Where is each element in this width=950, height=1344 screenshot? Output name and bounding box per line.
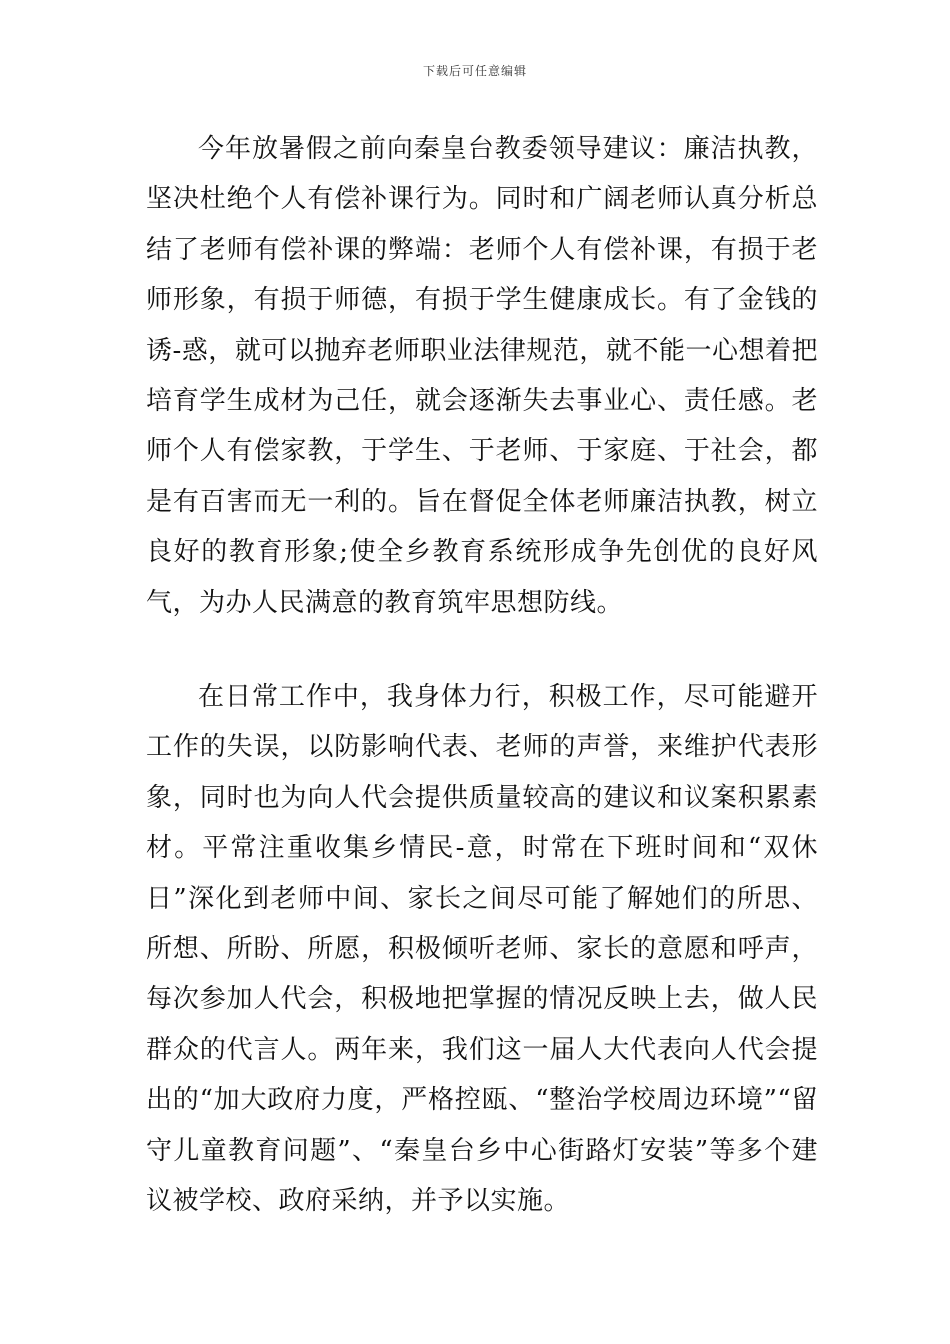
- paragraph-1-block: [146, 124, 818, 628]
- page-header: 下载后可任意编辑: [422, 64, 527, 78]
- paragraph-1: 今年放暑假之前向秦皇台教委领导建议：廉洁执教，坚决杜绝个人有偿补课行为。同时和广阔老师认真分析总结了老师有偿补课的弊端：老师个人有偿补课，有损于老师形象，有损于师德，有损于学生健康成长。有了金钱的诱-惑，就可以抛弃老师职业法律规范，就不能一心想着把培育学生成材为己任，就会逐渐失去事业心、责任感。老师个人有偿家教，于学生、于老师、于家庭、于社会，都是有百害而无一利的。旨在督促全体老师廉洁执教，树立良好的教育形象;使全乡教育系统形成争先创优的良好风气，为办人民满意的教育筑牢思想防线。: [146, 134, 818, 618]
- paragraph-2: 在日常工作中，我身体力行，积极工作，尽可能避开工作的失误，以防影响代表、老师的声誉，来维护代表形象，同时也为向人代会提供质量较高的建议和议案积累素材。平常注重收集乡情民-意，时常在下班时间和“双休日”深化到老师中间、家长之间尽可能了解她们的所思、所想、所盼、所愿，积极倾听老师、家长的意愿和呼声，每次参加人代会，积极地把掌握的情况反映上去，做人民群众的代言人。两年来，我们这一届人大代表向人代会提出的“加大政府力度，严格控瓯、“整治学校周边环境”“留守儿童教育问题”、“秦皇台乡中心街路灯安装”等多个建议被学校、政府采纳，并予以实施。: [146, 682, 818, 1217]
- paragraph-2-block: [146, 672, 818, 1226]
